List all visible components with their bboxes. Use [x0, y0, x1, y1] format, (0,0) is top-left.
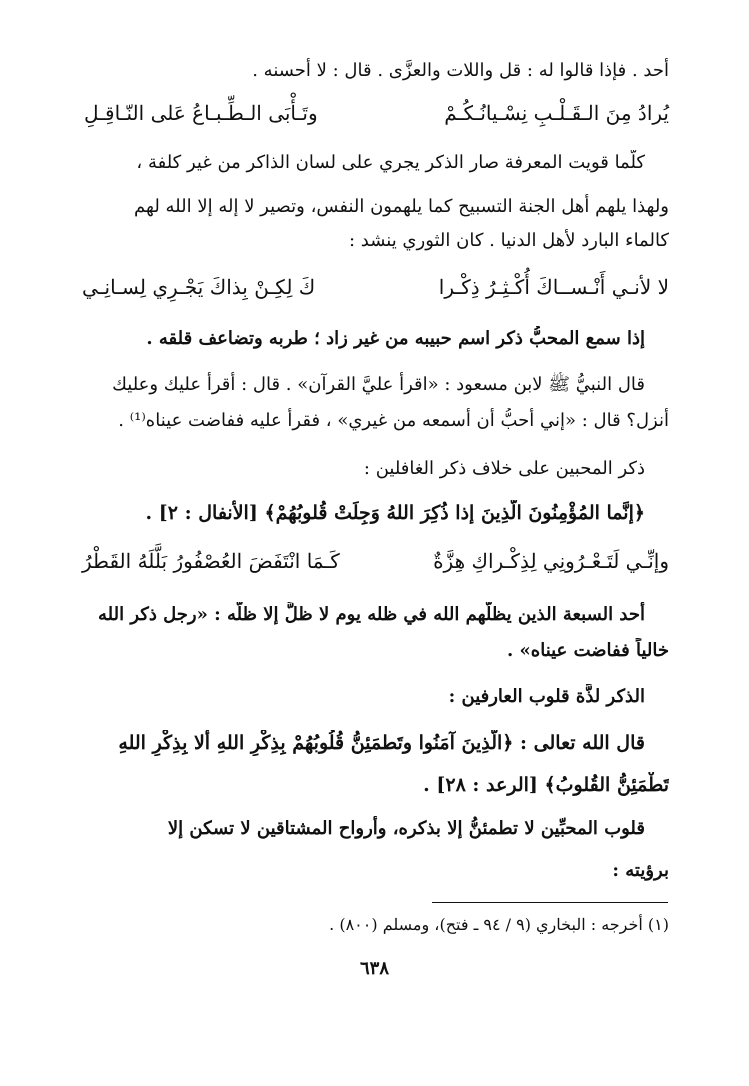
text-line: برؤيته :	[612, 860, 669, 881]
verse-hemistich-right: لا لأنـي أَنْـســاكَ أُكْـثِـرُ ذِكْـرا	[438, 275, 669, 299]
text-line: كلّما قويت المعرفة صار الذكر يجري على لسان الذاكر من غير كلفة ،	[136, 152, 645, 173]
text-line: أحد السبعة الذين يظلُّهم الله في ظله يوم لا ظلَّ إلا ظلُّه : «رجل ذكر الله	[97, 604, 645, 625]
text-line: خالياً ففاضت عيناه» .	[507, 640, 669, 661]
verse-hemistich-right: وإنِّـي لَتَـعْـرُونِي لِذِكْـراكِ هِزَّةٌ	[433, 549, 669, 573]
section-heading: الذكر لذَّة قلوب العارفين :	[448, 686, 645, 707]
section-heading: ذكر المحبين على خلاف ذكر الغافلين :	[363, 458, 645, 479]
verse-hemistich-left: كَ لِكِـنْ بِذاكَ يَجْـرِي لِسـانِـي	[82, 275, 316, 299]
verse-hemistich-left: وتَـأْبَى الـطِّـبـاعُ عَلى النّـاقِـلِ	[84, 101, 318, 125]
quran-verse: قال الله تعالى : ﴿الَّذِينَ آمَنُوا وتَطمَئِنُّ قُلُوبُهُمْ بِذِكْرِ اللهِ ألا بِذِكْرِ اللهِ	[118, 732, 645, 754]
quran-verse: تَطْمَئِنُّ القُلوبُ﴾ [الرعد : ٢٨] .	[423, 774, 669, 796]
quran-verse: ﴿إنَّما المُؤْمِنُونَ الَّذِينَ إذا ذُكِرَ اللهُ وَجِلَتْ قُلوبُهُمْ﴾ [الأنفال : ٢] .	[145, 502, 645, 524]
text-line: ولهذا يلهم أهل الجنة التسبيح كما يلهمون النفس، وتصير لا إله إلا الله لهم	[134, 196, 669, 217]
footnote-divider	[432, 902, 668, 903]
verse-hemistich-left: كَـمَا انْتَفَضَ العُصْفُورُ بَلَّلَهُ القَطْرُ	[82, 549, 340, 573]
verse-hemistich-right: يُرادُ مِنَ الـقَـلْـبِ نِسْـيانُـكُـمْ	[444, 101, 669, 125]
text-line: أحد . فإذا قالوا له : قل واللات والعزَّى . قال : لا أحسنه .	[252, 60, 669, 81]
text-line: قال النبيُّ ﷺ لابن مسعود : «اقرأ عليَّ القرآن» . قال : أقرأ عليك وعليك	[112, 374, 645, 395]
footnote: (١) أخرجه : البخاري (٩ / ٩٤ ـ فتح)، ومسلم (٨٠٠) .	[329, 915, 669, 934]
text-line: قلوب المحبِّين لا تطمئنُّ إلا بذكره، وأرواح المشتاقين لا تسكن إلا	[167, 818, 645, 839]
text-line: إذا سمع المحبُّ ذكر اسم حبيبه من غير زاد ؛ طربه وتضاعف قلقه .	[146, 328, 645, 349]
text-line: أنزل؟ قال : «إني أحبُّ أن أسمعه من غيري» ، فقرأ عليه ففاضت عيناه⁽¹⁾ .	[118, 410, 669, 431]
text-line: كالماء البارد لأهل الدنيا . كان الثوري ينشد :	[348, 230, 669, 251]
page-number: ٦٣٨	[359, 958, 389, 979]
